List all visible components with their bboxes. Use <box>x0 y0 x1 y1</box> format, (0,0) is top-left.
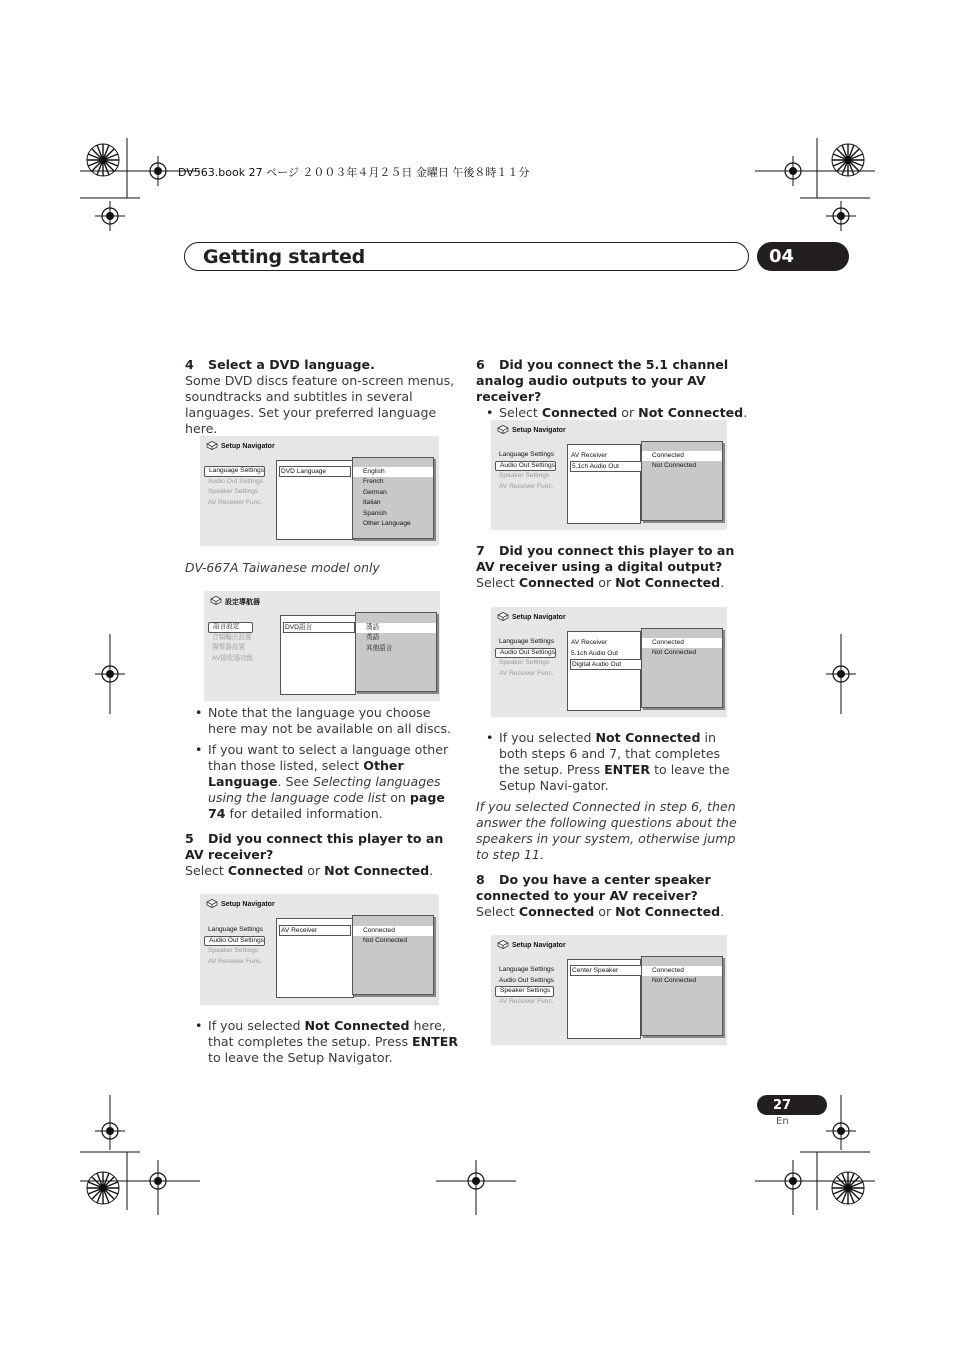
screen-submenu-panel <box>567 444 641 524</box>
chapter-title-bar <box>184 242 749 271</box>
screen-option-item: Connected <box>642 966 722 976</box>
screen-options-rows <box>356 623 436 654</box>
step5-number: 5 <box>185 831 194 846</box>
chapter-number-badge <box>757 242 849 271</box>
screen-menu-item: 音頻輸出設置 <box>212 633 252 641</box>
screen-submenu-item: DVD Language <box>279 466 351 477</box>
screen-submenu-item: 5.1ch Audio Out <box>570 461 642 472</box>
screen-submenu-rows <box>283 622 355 633</box>
screen-submenu-item: 5.1ch Audio Out <box>571 650 618 657</box>
step4-number: 4 <box>185 357 194 372</box>
step6-select-bullet: • Select Connected or Not Connected. <box>476 405 751 421</box>
step8-block <box>476 872 751 920</box>
screen-option-item: Not Connected <box>652 977 696 985</box>
screen-option-item: 其他語言 <box>366 644 393 652</box>
step4-body: Some DVD discs feature on-screen menus, soundtracks and subtitles in several languages. Set your preferred language here. <box>185 373 455 436</box>
screen-menu-item: AV Receiver Func. <box>499 997 554 1005</box>
step7-body: Select Connected or Not Connected. <box>476 575 725 590</box>
screen-title-text: Setup Navigator <box>512 942 566 949</box>
model-note: DV-667A Taiwanese model only <box>185 560 380 575</box>
setup-navigator-icon <box>206 441 218 452</box>
step4-heading <box>185 357 457 373</box>
screen-submenu-panel <box>276 460 354 540</box>
screen-submenu-item: AV Receiver <box>571 639 608 646</box>
screen-submenu-rows <box>570 965 642 976</box>
screen-menu-item: AV Receiver Func. <box>499 669 554 677</box>
language-code: En <box>776 1116 789 1127</box>
screen-menu-item: AV Receiver Func. <box>208 498 263 506</box>
screen-submenu-item: Digital Audio Out <box>570 659 642 670</box>
screen-menu-item: AV Receiver Func. <box>499 482 554 490</box>
screen-title-text: Setup Navigator <box>221 443 275 450</box>
setup-navigator-icon <box>497 612 509 623</box>
setup-navigator-icon <box>497 940 509 951</box>
screen-menu-item: Language Settings <box>499 451 554 458</box>
screen-menu-item: AV Receiver Func. <box>208 957 263 965</box>
screen-options-rows <box>642 966 722 987</box>
screen-option-item: Not Connected <box>652 462 696 470</box>
screen-submenu-rows <box>570 637 642 670</box>
screen-submenu-rows <box>279 925 351 936</box>
page-number-badge <box>757 1095 827 1115</box>
screen-menu <box>204 925 265 967</box>
screen-menu-item: Speaker Settings <box>499 659 550 667</box>
screen-option-item: Connected <box>353 926 433 936</box>
step6-heading-text: Did you connect the 5.1 channel analog audio outputs to your AV receiver? <box>476 357 729 404</box>
step6-block <box>476 357 751 426</box>
page-number: 27 <box>773 1097 792 1113</box>
screen-submenu-panel <box>280 615 356 695</box>
step5-heading-text: Did you connect this player to an AV receiver? <box>185 831 444 862</box>
page-title: Getting started <box>203 245 366 268</box>
step8-body: Select Connected or Not Connected. <box>476 904 725 919</box>
chapter-number: 04 <box>769 246 795 267</box>
setup-navigator-screen-5-1ch <box>491 420 727 530</box>
step7-block <box>476 543 751 591</box>
screen-menu <box>208 622 253 664</box>
setup-navigator-screen-center-speaker <box>491 935 727 1045</box>
step5-body: Select Connected or Not Connected. <box>185 863 434 878</box>
screen-options-rows <box>642 638 722 659</box>
screen-options-panel <box>641 956 723 1036</box>
step5-heading <box>185 831 457 863</box>
step6-number: 6 <box>476 357 485 372</box>
bullet-language-availability: • Note that the language you choose here may not be available on all discs. <box>185 705 460 737</box>
screen-submenu-item: DVD語言 <box>283 622 355 633</box>
screen-submenu-rows <box>570 450 642 472</box>
screen-options-panel <box>352 457 434 539</box>
step7-heading <box>476 543 751 575</box>
print-slug: DV563.book 27 ページ ２００３年４月２５日 金曜日 午後８時１１分 <box>178 166 530 179</box>
screen-submenu-rows <box>279 466 351 477</box>
screen-option-item: German <box>363 488 387 496</box>
screen-option-item: Not Connected <box>652 649 696 657</box>
screen-title <box>210 596 260 607</box>
step7-notes <box>476 730 744 799</box>
screen-menu <box>204 466 265 508</box>
screen-menu-item: Audio Out Settings <box>499 976 554 984</box>
step6-heading <box>476 357 751 405</box>
setup-navigator-screen-digital-out <box>491 607 727 717</box>
screen-title-text: Setup Navigator <box>512 427 566 434</box>
screen-option-item: Italian <box>363 499 381 507</box>
screen-option-item: Connected <box>642 638 722 648</box>
speaker-questions-note: If you selected Connected in step 6, then answer the following questions about the speakers in your system, otherwise jump to step 11. <box>476 799 737 862</box>
screen-menu <box>495 637 556 679</box>
screen-menu-item: Language Settings <box>499 638 554 645</box>
screen-submenu-panel <box>567 631 641 711</box>
screen-submenu-panel <box>567 959 641 1039</box>
screen-option-item: Other Language <box>363 519 411 527</box>
screen-option-item: French <box>363 478 384 486</box>
screen-menu-item: Audio Out Settings <box>495 461 556 472</box>
screen-menu-item: AV接收器功能 <box>212 654 254 662</box>
screen-title-text: 設定導航器 <box>225 598 260 606</box>
setup-navigator-icon <box>497 425 509 436</box>
screen-menu-item: 揚聲器設置 <box>212 644 245 652</box>
screen-menu-item: Speaker Settings <box>499 472 550 480</box>
screen-options-panel <box>355 612 437 692</box>
step4-block <box>185 357 457 437</box>
screen-menu <box>495 450 556 492</box>
screen-menu-item: Language Settings <box>204 466 265 477</box>
screen-options-panel <box>352 915 434 995</box>
screen-option-item: Connected <box>642 451 722 461</box>
step8-heading <box>476 872 751 904</box>
screen-submenu-item: Center Speaker <box>570 965 642 976</box>
step8-heading-text: Do you have a center speaker connected to your AV receiver? <box>476 872 711 903</box>
step8-number: 8 <box>476 872 485 887</box>
bullet-both-not-connected: • If you selected Not Connected in both steps 6 and 7, that completes the setup. Press ENTER to leave the Setup Navi-gator. <box>476 730 744 794</box>
screen-title <box>497 940 566 951</box>
screen-options-panel <box>641 628 723 708</box>
setup-navigator-screen-av-receiver <box>200 894 439 1005</box>
bullet-other-language: • If you want to select a language other than those listed, select Other Language. See Selecting languages using the language code list on page 74 for detailed information. <box>185 742 460 822</box>
screen-title <box>497 425 566 436</box>
screen-menu-item: Audio Out Settings <box>204 936 265 947</box>
screen-menu-item: Speaker Settings <box>208 947 259 955</box>
setup-navigator-icon <box>206 899 218 910</box>
screen-option-item: Not Connected <box>363 937 407 945</box>
screen-menu-item: Language Settings <box>499 966 554 973</box>
screen-title-text: Setup Navigator <box>221 901 275 908</box>
screen-options-rows <box>353 926 433 947</box>
screen-title <box>497 612 566 623</box>
setup-navigator-icon <box>210 596 222 607</box>
screen-options-panel <box>641 441 723 521</box>
screen-option-item: 英語 <box>366 634 380 642</box>
screen-title <box>206 441 275 452</box>
step7-number: 7 <box>476 543 485 558</box>
page-reference: page 74 <box>208 790 445 821</box>
screen-menu-item: Speaker Settings <box>495 986 554 997</box>
screen-title <box>206 899 275 910</box>
screen-menu-item: 語言設定 <box>208 622 253 633</box>
screen-menu-item: Language Settings <box>208 926 263 933</box>
step4-heading-text: Select a DVD language. <box>208 357 375 372</box>
step4-notes <box>185 705 460 827</box>
link-selecting-languages: Selecting languages using the language code list <box>208 774 441 805</box>
screen-menu <box>495 965 554 1007</box>
screen-submenu-panel <box>276 918 354 998</box>
screen-menu-item: Audio Out Settings <box>208 477 263 485</box>
screen-option-item: Spanish <box>363 509 387 517</box>
screen-options-rows <box>642 451 722 472</box>
bullet-not-connected-done: • If you selected Not Connected here, that completes the setup. Press ENTER to leave the Setup Navigator. <box>185 1018 460 1066</box>
screen-option-item: 漢語 <box>356 623 436 633</box>
screen-submenu-item: AV Receiver <box>279 925 351 936</box>
screen-menu-item: Audio Out Settings <box>495 648 556 659</box>
step7-heading-text: Did you connect this player to an AV receiver using a digital output? <box>476 543 735 574</box>
setup-navigator-screen-language <box>200 436 439 546</box>
screen-option-item: English <box>353 467 433 477</box>
screen-menu-item: Speaker Settings <box>208 488 259 496</box>
step5-notes <box>185 1018 460 1071</box>
screen-submenu-item: AV Receiver <box>571 452 608 459</box>
screen-options-rows <box>353 467 433 529</box>
setup-navigator-screen-taiwanese <box>204 591 440 701</box>
step5-block <box>185 831 457 879</box>
screen-title-text: Setup Navigator <box>512 614 566 621</box>
